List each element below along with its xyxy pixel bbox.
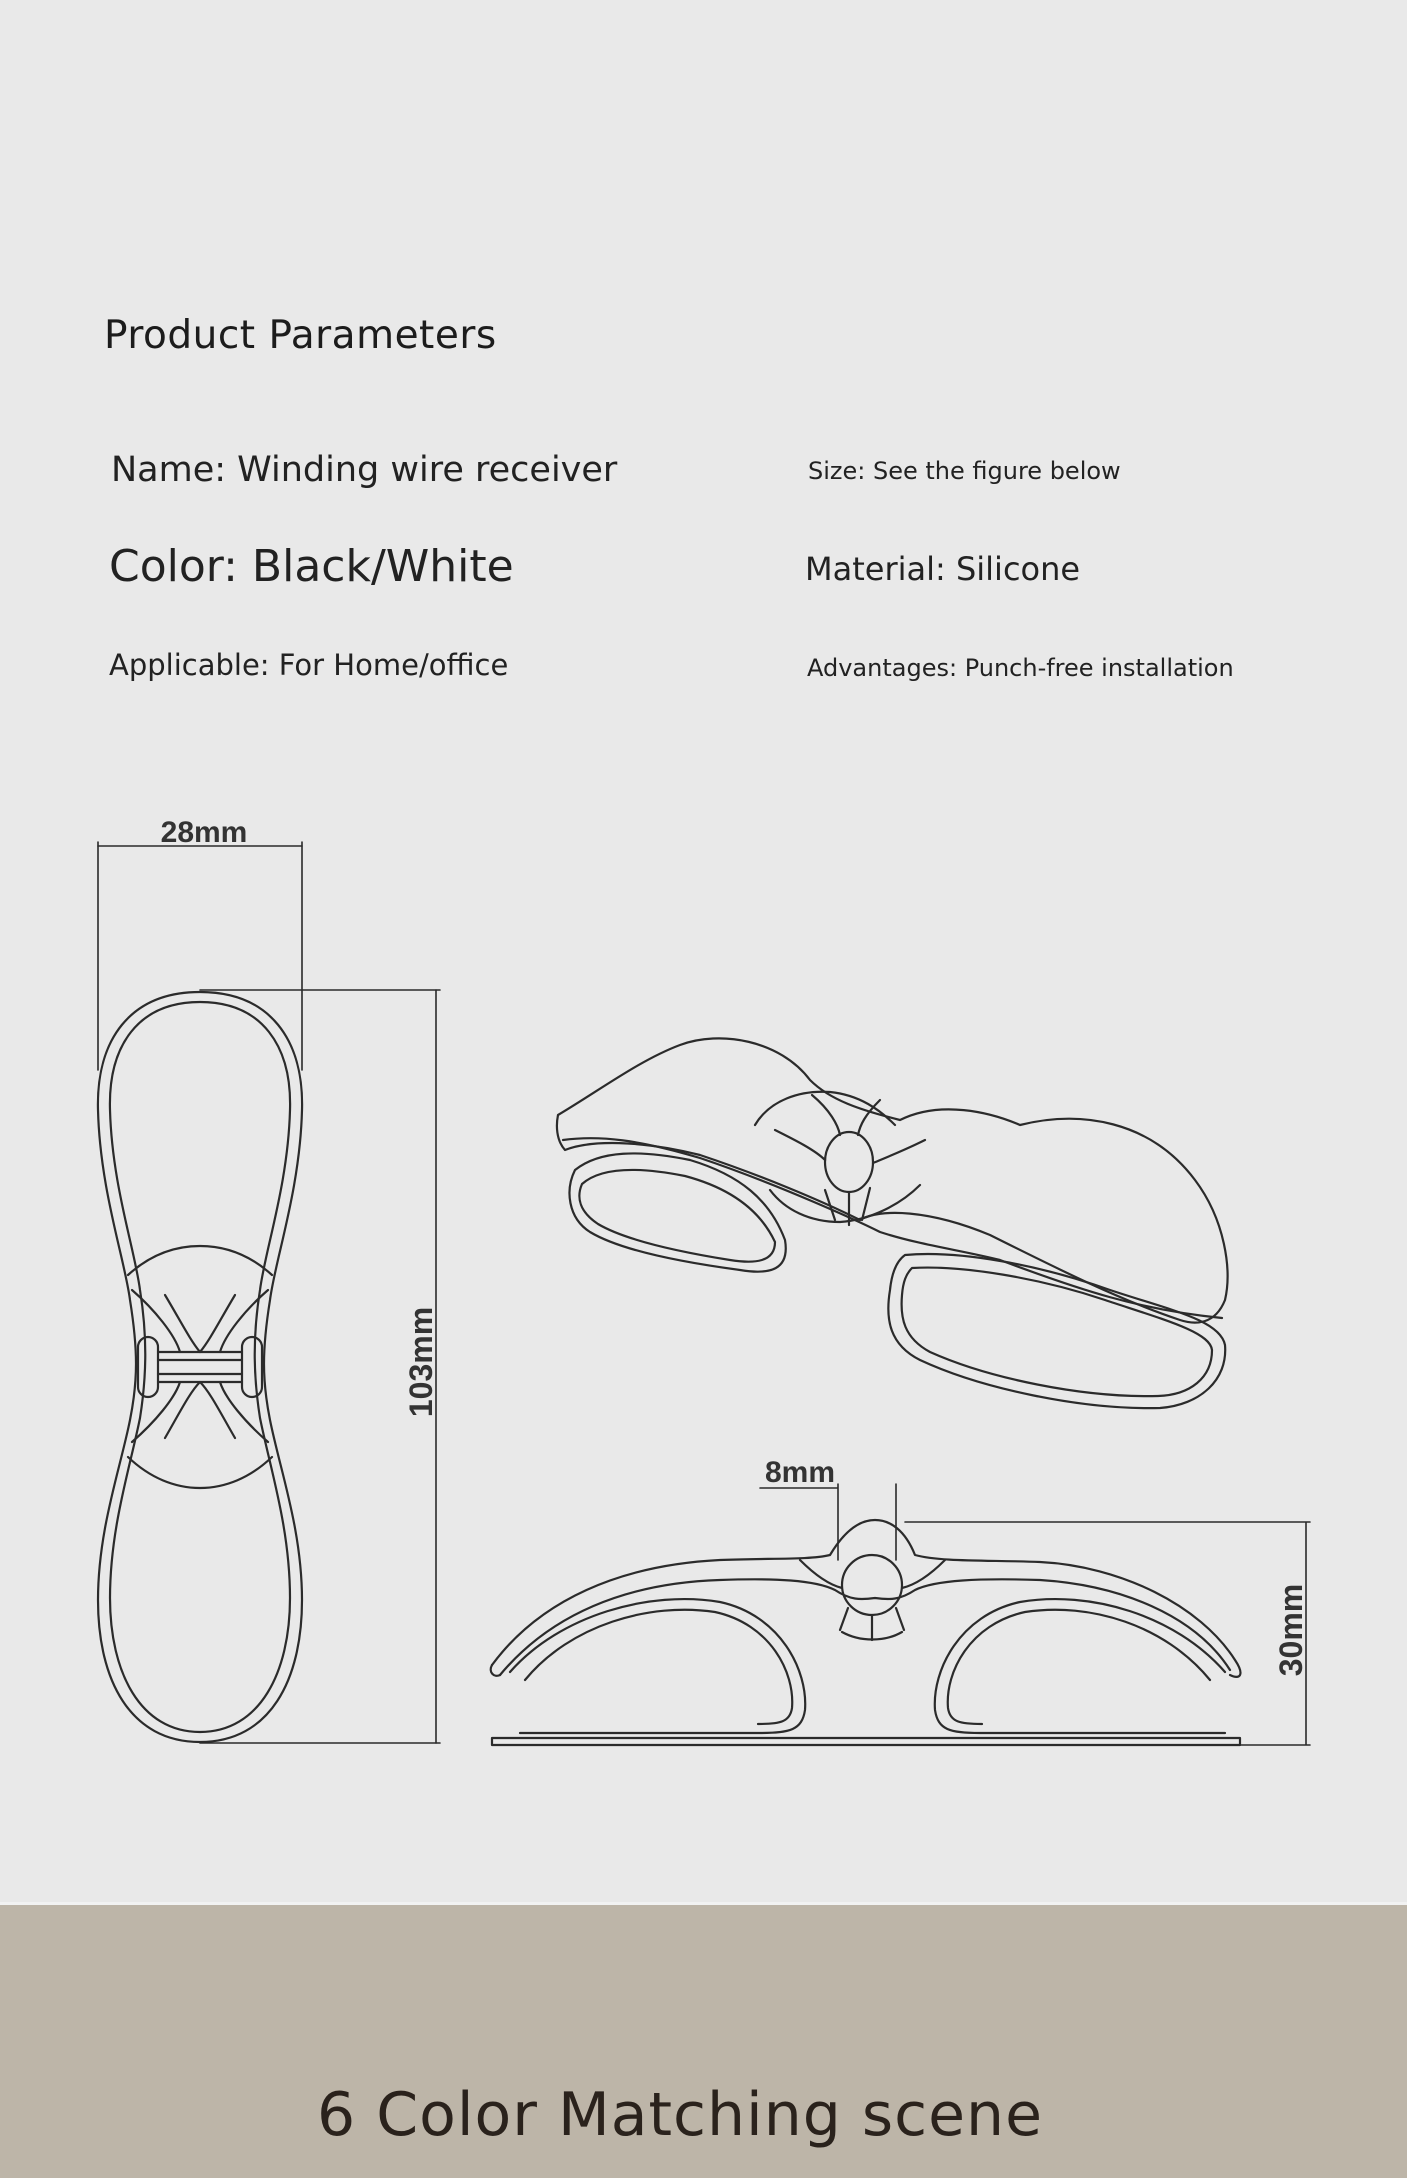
perspective-view-drawing: [557, 1038, 1228, 1408]
side-view-drawing: [491, 1484, 1310, 1745]
param-size: Size: See the figure below: [808, 457, 1121, 485]
param-material: Material: Silicone: [805, 550, 1081, 588]
dimension-label-height: 30mm: [1273, 1583, 1309, 1677]
dimension-label-width: 28mm: [160, 816, 248, 849]
param-name: Name: Winding wire receiver: [111, 450, 618, 490]
section-title: Product Parameters: [104, 313, 497, 358]
banner-title: 6 Color Matching scene: [316, 2080, 1043, 2150]
param-advantages: Advantages: Punch-free installation: [807, 654, 1234, 682]
param-applicable: Applicable: For Home/office: [109, 648, 509, 682]
param-color: Color: Black/White: [109, 541, 514, 592]
dimension-label-slot: 8mm: [764, 1456, 836, 1489]
dimension-label-length: 103mm: [403, 1306, 439, 1418]
top-view-drawing: [98, 842, 440, 1743]
